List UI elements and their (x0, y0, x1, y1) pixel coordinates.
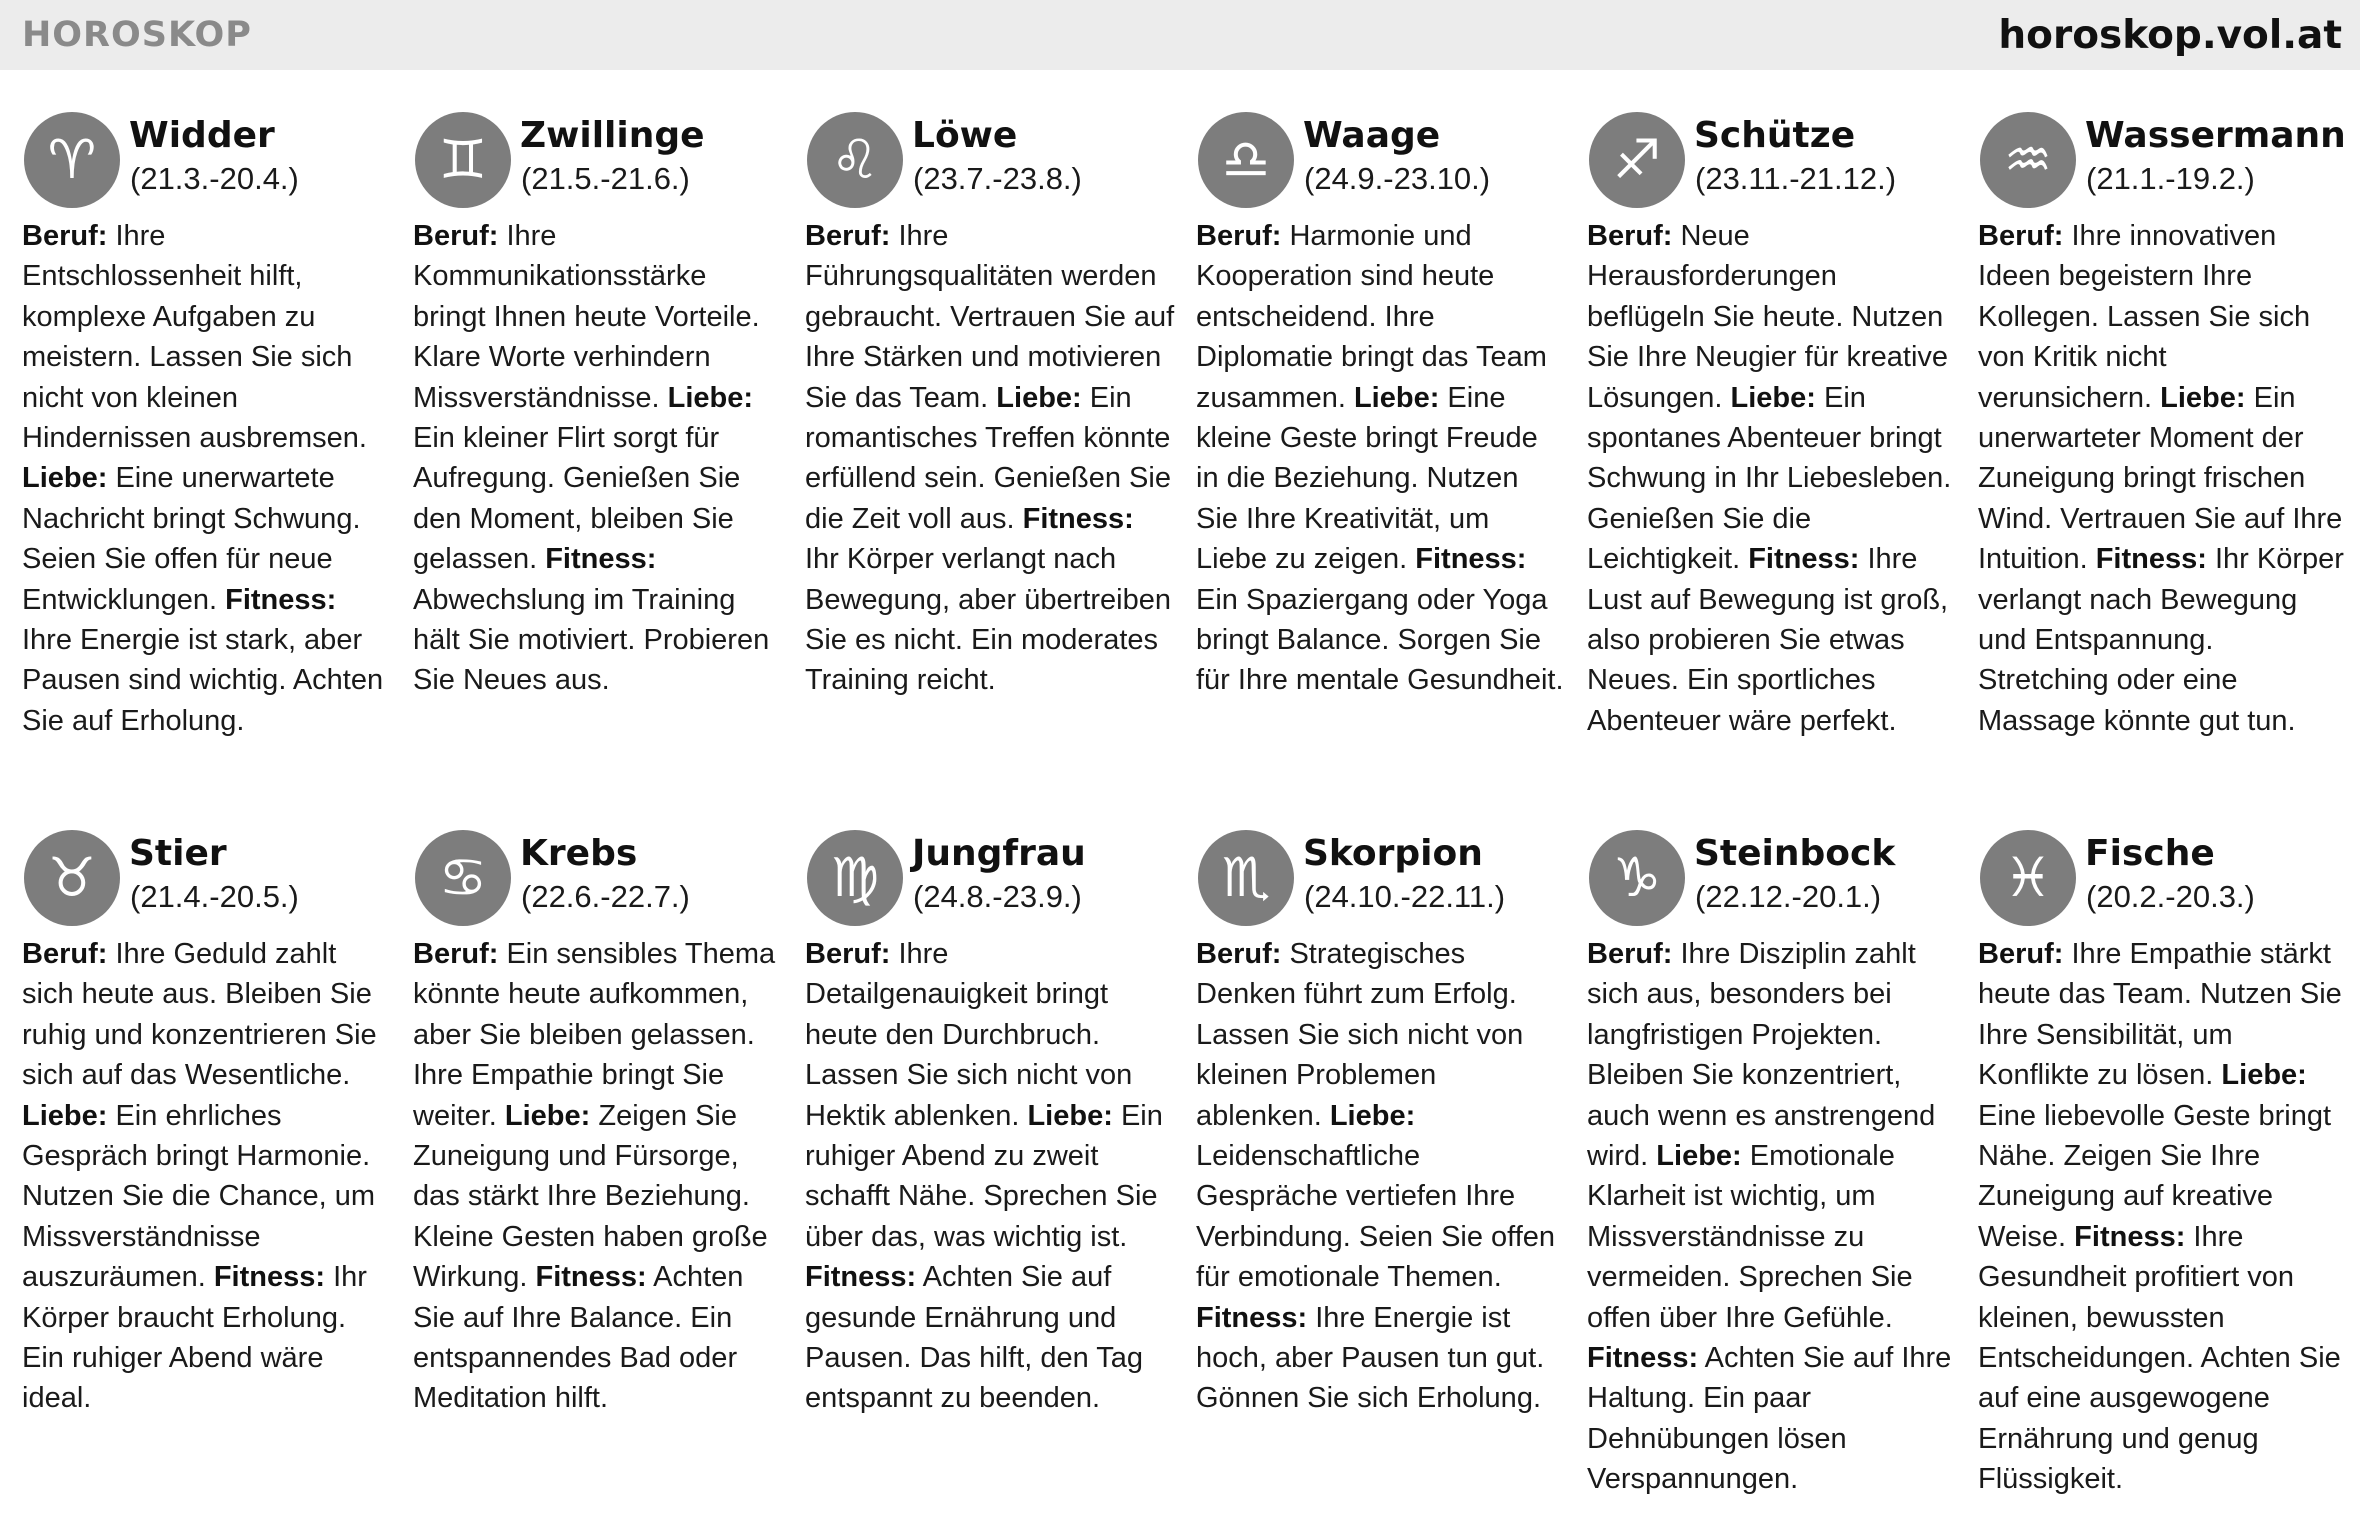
liebe-label: Liebe: (1656, 1140, 1742, 1173)
liebe-label: Liebe: (504, 1099, 591, 1132)
sign-text (805, 216, 1175, 701)
pisces-fish-icon: ♓ (1980, 830, 2076, 926)
liebe-label: Liebe: (1730, 381, 1816, 414)
sign-dates: (21.1.-19.2.) (2086, 161, 2255, 196)
sign-zwillinge (413, 112, 783, 701)
virgo-maiden-icon: ♍ (807, 830, 903, 926)
fitness-label: Fitness: (1748, 543, 1860, 576)
beruf-label: Beruf: (805, 938, 891, 970)
liebe-text: Leidenschaftliche Gespräche vertiefen Ihre Verbindung. Seien Sie offen für emotionale Themen. (1196, 1140, 1556, 1294)
liebe-text: Ein ruhiger Abend zu zweit schafft Nähe. Sprechen Sie über das, was wichtig ist. (805, 1099, 1163, 1253)
beruf-label: Beruf: (413, 220, 499, 252)
sign-text (1196, 934, 1566, 1419)
liebe-text: Eine unerwartete Nachricht bringt Schwung. Seien Sie offen für neue Entwicklungen. (22, 462, 361, 616)
sign-dates: (24.9.-23.10.) (1304, 161, 1491, 196)
sign-text (413, 216, 783, 701)
fitness-label: Fitness: (545, 543, 657, 576)
sign-skorpion (1196, 830, 1566, 1419)
sign-dates: (23.11.-21.12.) (1695, 161, 1897, 196)
fitness-text: Ihre Energie ist stark, aber Pausen sind wichtig. Achten Sie auf Erholung. (22, 624, 384, 737)
beruf-text: Ihre innovativen Ideen begeistern Ihre Kollegen. Lassen Sie sich von Kritik nicht verunsichern. (1978, 220, 2311, 414)
fitness-label: Fitness: (1415, 543, 1527, 576)
libra-scales-icon: ♎ (1198, 112, 1294, 208)
taurus-bull-icon: ♉ (24, 830, 120, 926)
liebe-text: Ein romantisches Treffen könnte erfüllend sein. Genießen Sie die Zeit voll aus. (805, 381, 1171, 535)
header-bar (0, 0, 2360, 70)
beruf-text: Ihre Geduld zahlt sich heute aus. Bleiben Sie ruhig und konzentrieren Sie sich auf das Wesentliche. (22, 938, 377, 1092)
gemini-twins-icon: ♊ (415, 112, 511, 208)
sign-text (1978, 934, 2348, 1500)
capricorn-goat-icon: ♑ (1589, 830, 1685, 926)
sign-name: Zwillinge (520, 115, 705, 156)
sign-schuetze (1587, 112, 1957, 741)
fitness-label: Fitness: (535, 1261, 647, 1294)
sign-dates: (22.6.-22.7.) (521, 879, 690, 914)
fitness-text: Abwechslung im Training hält Sie motiviert. Probieren Sie Neues aus. (413, 583, 770, 697)
liebe-label: Liebe: (1329, 1099, 1416, 1132)
fitness-text: Ihr Körper verlangt nach Bewegung, aber übertreiben Sie es nicht. Ein moderates Training reicht. (805, 543, 1171, 697)
sign-dates: (22.12.-20.1.) (1695, 879, 1882, 914)
sign-text (22, 934, 392, 1419)
sign-fische (1978, 830, 2348, 1500)
beruf-label: Beruf: (22, 938, 108, 970)
sagittarius-bow-icon: ♐ (1589, 112, 1685, 208)
liebe-text: Eine kleine Geste bringt Freude in die Beziehung. Nutzen Sie Ihre Kreativität, um Liebe zu zeigen. (1196, 381, 1538, 576)
fitness-text: Ihre Gesundheit profitiert von kleinen, bewussten Entscheidungen. Achten Sie auf eine ausgewogene Ernährung und genug Flüssigkeit. (1978, 1220, 2341, 1496)
fitness-text: Ihre Lust auf Bewegung ist groß, also probieren Sie etwas Neues. Ein sportliches Abenteuer wäre perfekt. (1587, 543, 1949, 737)
fitness-label: Fitness: (213, 1261, 326, 1294)
liebe-text: Emotionale Klarheit ist wichtig, um Missverständnisse zu vermeiden. Sprechen Sie offen über Ihre Gefühle. (1587, 1140, 1913, 1334)
liebe-label: Liebe: (1027, 1099, 1113, 1132)
fitness-label: Fitness: (1196, 1301, 1308, 1334)
beruf-text: Ihre Empathie stärkt heute das Team. Nutzen Sie Ihre Sensibilität, um Konflikte zu lösen. (1978, 938, 2342, 1092)
liebe-label: Liebe: (667, 381, 754, 414)
fitness-label: Fitness: (225, 583, 337, 616)
liebe-text: Ein spontanes Abenteuer bringt Schwung in Ihr Liebesleben. Genießen Sie die Leichtigkeit. (1587, 381, 1952, 576)
section-title: HOROSKOP (22, 15, 252, 55)
sign-name: Skorpion (1303, 833, 1483, 874)
sign-text (1587, 216, 1957, 741)
sign-dates: (24.10.-22.11.) (1304, 879, 1506, 914)
beruf-text: Harmonie und Kooperation sind heute entscheidend. Ihre Diplomatie bringt das Team zusammen. (1196, 220, 1547, 414)
fitness-text: Achten Sie auf gesunde Ernährung und Pausen. Das hilft, den Tag entspannt zu beenden. (805, 1261, 1144, 1415)
fitness-label: Fitness: (1022, 502, 1134, 535)
beruf-label: Beruf: (805, 220, 891, 252)
beruf-label: Beruf: (413, 938, 499, 970)
sign-stier (22, 830, 392, 1419)
liebe-label: Liebe: (22, 462, 108, 495)
sign-widder (22, 112, 392, 741)
fitness-text: Ihre Energie ist hoch, aber Pausen tun gut. Gönnen Sie sich Erholung. (1196, 1301, 1545, 1415)
beruf-text: Strategisches Denken führt zum Erfolg. Lassen Sie sich nicht von kleinen Problemen ablenken. (1196, 938, 1524, 1132)
sign-steinbock (1587, 830, 1957, 1500)
fitness-text: Ein Spaziergang oder Yoga bringt Balance. Sorgen Sie für Ihre mentale Gesundheit. (1196, 583, 1564, 697)
beruf-label: Beruf: (1978, 220, 2064, 252)
beruf-text: Ihre Entschlossenheit hilft, komplexe Aufgaben zu meistern. Lassen Sie sich nicht von kleinen Hindernissen ausbremsen. (22, 220, 367, 455)
liebe-text: Ein ehrliches Gespräch bringt Harmonie. Nutzen Sie die Chance, um Missverständnisse auszuräumen. (22, 1099, 376, 1294)
liebe-text: Eine liebevolle Geste bringt Nähe. Zeigen Sie Ihre Zuneigung auf kreative Weise. (1978, 1099, 2332, 1253)
site-url: horoskop.vol.at (1998, 12, 2342, 58)
fitness-label: Fitness: (2074, 1220, 2186, 1253)
cancer-crab-icon: ♋ (415, 830, 511, 926)
sign-text (22, 216, 392, 741)
aquarius-water-bearer-icon: ♒ (1980, 112, 2076, 208)
fitness-text: Ihr Körper verlangt nach Bewegung und Entspannung. Stretching oder eine Massage könnte gut tun. (1978, 543, 2344, 737)
liebe-text: Ein unerwarteter Moment der Zuneigung bringt frischen Wind. Vertrauen Sie auf Ihre Intuition. (1978, 381, 2343, 576)
liebe-text: Ein kleiner Flirt sorgt für Aufregung. Genießen Sie den Moment, bleiben Sie gelassen. (413, 422, 741, 576)
sign-dates: (21.5.-21.6.) (521, 161, 690, 196)
fitness-text: Ihr Körper braucht Erholung. Ein ruhiger Abend wäre ideal. (22, 1261, 367, 1415)
beruf-label: Beruf: (22, 220, 108, 252)
sign-name: Schütze (1694, 115, 1856, 156)
fitness-label: Fitness: (1587, 1342, 1699, 1375)
beruf-text: Ihre Führungsqualitäten werden gebraucht. Vertrauen Sie auf Ihre Stärken und motivieren Sie das Team. (805, 220, 1175, 414)
liebe-label: Liebe: (996, 381, 1082, 414)
sign-dates: (24.8.-23.9.) (913, 879, 1082, 914)
liebe-label: Liebe: (22, 1099, 108, 1132)
sign-name: Jungfrau (912, 833, 1086, 874)
beruf-text: Ein sensibles Thema könnte heute aufkommen, aber Sie bleiben gelassen. Ihre Empathie bringt Sie weiter. (413, 938, 776, 1132)
sign-name: Löwe (912, 115, 1018, 156)
beruf-text: Ihre Disziplin zahlt sich aus, besonders bei langfristigen Projekten. Bleiben Sie konzentriert, auch wenn es anstrengend wird. (1587, 938, 1936, 1173)
beruf-text: Ihre Kommunikationsstärke bringt Ihnen heute Vorteile. Klare Worte verhindern Missverständnisse. (413, 220, 760, 414)
liebe-text: Zeigen Sie Zuneigung und Fürsorge, das stärkt Ihre Beziehung. Kleine Gesten haben große Wirkung. (413, 1099, 768, 1294)
leo-lion-icon: ♌ (807, 112, 903, 208)
scorpio-scorpion-icon: ♏ (1198, 830, 1294, 926)
beruf-label: Beruf: (1196, 220, 1282, 252)
sign-text (413, 934, 783, 1419)
sign-name: Stier (129, 833, 227, 874)
liebe-label: Liebe: (2160, 381, 2246, 414)
sign-loewe (805, 112, 1175, 701)
beruf-label: Beruf: (1587, 220, 1673, 252)
liebe-label: Liebe: (1353, 381, 1440, 414)
liebe-label: Liebe: (2221, 1059, 2307, 1092)
sign-wassermann (1978, 112, 2348, 741)
sign-name: Waage (1303, 115, 1441, 156)
fitness-label: Fitness: (2095, 543, 2207, 576)
sign-dates: (21.4.-20.5.) (130, 879, 299, 914)
sign-waage (1196, 112, 1566, 701)
beruf-label: Beruf: (1587, 938, 1673, 970)
sign-name: Fische (2085, 833, 2215, 874)
beruf-label: Beruf: (1196, 938, 1282, 970)
beruf-label: Beruf: (1978, 938, 2064, 970)
fitness-text: Achten Sie auf Ihre Haltung. Ein paar Dehnübungen lösen Verspannungen. (1587, 1342, 1952, 1496)
sign-text (1587, 934, 1957, 1500)
sign-dates: (21.3.-20.4.) (130, 161, 299, 196)
beruf-text: Neue Herausforderungen beflügeln Sie heute. Nutzen Sie Ihre Neugier für kreative Lösungen. (1587, 220, 1949, 414)
sign-dates: (20.2.-20.3.) (2086, 879, 2255, 914)
fitness-label: Fitness: (805, 1261, 917, 1294)
sign-text (1196, 216, 1566, 701)
sign-name: Widder (129, 115, 275, 156)
sign-text (1978, 216, 2348, 741)
sign-name: Krebs (520, 833, 638, 874)
sign-text (805, 934, 1175, 1419)
sign-jungfrau (805, 830, 1175, 1419)
fitness-text: Achten Sie auf Ihre Balance. Ein entspannendes Bad oder Meditation hilft. (413, 1261, 744, 1415)
sign-dates: (23.7.-23.8.) (913, 161, 1082, 196)
beruf-text: Ihre Detailgenauigkeit bringt heute den Durchbruch. Lassen Sie sich nicht von Hektik ablenken. (805, 938, 1133, 1132)
sign-name: Wassermann (2085, 115, 2346, 156)
aries-ram-icon: ♈ (24, 112, 120, 208)
sign-krebs (413, 830, 783, 1419)
sign-name: Steinbock (1694, 833, 1896, 874)
